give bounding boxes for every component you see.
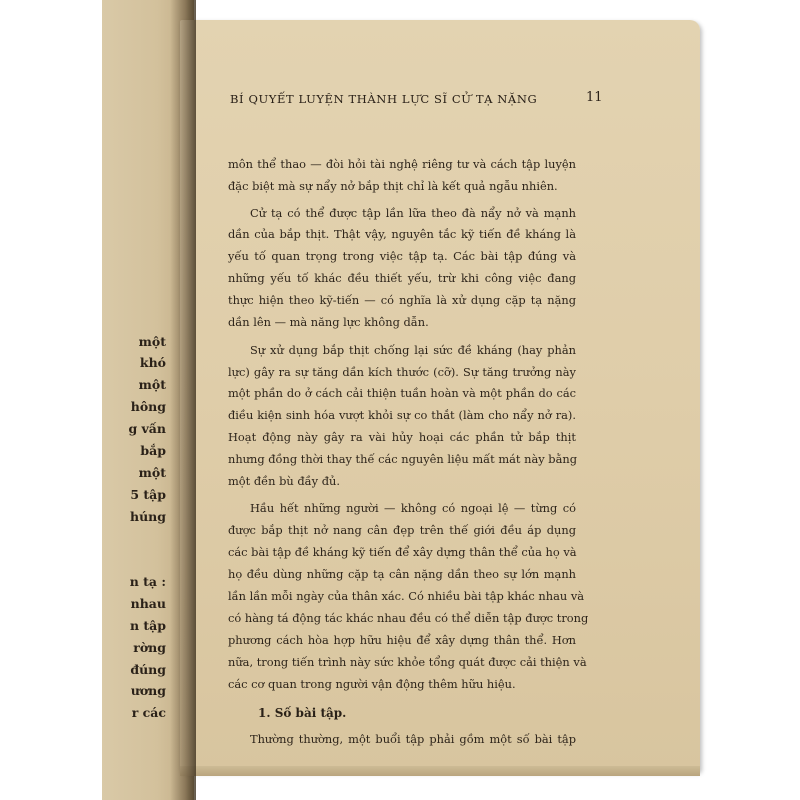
left-page-fragment: n tạ : xyxy=(129,574,166,589)
body-line: Sự xử dụng bắp thịt chống lại sức đề kháng (hay phản xyxy=(250,343,576,357)
body-line: Cử tạ có thể được tập lần lữa theo đà nẩy nở và mạnh xyxy=(250,206,576,220)
left-page-fragment: g vấn xyxy=(128,421,166,436)
page-stack-edge xyxy=(180,766,700,776)
body-line: thực hiện theo kỹ-tiến — có nghĩa là xử dụng cặp tạ nặng xyxy=(228,293,576,307)
body-line: những yếu tố khác đều thiết yếu, trừ khi công việc đang xyxy=(228,271,576,285)
body-line: được bắp thịt nở nang cân đẹp trên thế giới đều áp dụng xyxy=(228,523,576,537)
body-line: dần lên — mà năng lực không dẫn. xyxy=(228,315,429,329)
body-line: họ đều dùng những cặp tạ cân nặng dần theo sự lớn mạnh xyxy=(228,567,576,581)
body-line: có hàng tá động tác khác nhau đều có thể diễn tập được trong xyxy=(228,611,589,625)
body-line: nhưng đồng thời thay thế các nguyên liệu mất mát này bằng xyxy=(228,452,578,466)
left-page-fragment: một xyxy=(138,334,166,349)
body-line: Thường thường, một buổi tập phải gồm một số bài tập xyxy=(250,732,576,746)
page-number: 11 xyxy=(586,90,603,105)
body-line: đặc biệt mà sự nẩy nở bắp thịt chỉ là kết quả ngẫu nhiên. xyxy=(228,179,558,193)
left-page-fragment: một xyxy=(138,465,166,480)
left-page-fragment: r các xyxy=(131,705,166,720)
running-head: BÍ QUYẾT LUYỆN THÀNH LỰC SĨ CỬ TẠ NẶNG xyxy=(230,92,538,106)
left-page-fragment: húng xyxy=(129,509,166,524)
body-line: dần của bắp thịt. Thật vậy, nguyên tắc kỹ tiến đề kháng là xyxy=(228,227,576,241)
body-line: Hầu hết những người — không có ngoại lệ — từng có xyxy=(250,501,576,515)
left-page-fragment: n tập xyxy=(129,618,166,633)
body-line: điều kiện sinh hóa vượt khỏi sự co thắt (làm cho nẩy nở ra). xyxy=(228,408,576,422)
left-page-fragment: đúng xyxy=(130,662,166,677)
body-line: các bài tập đề kháng kỹ tiến để xây dựng thân thể của họ và xyxy=(228,545,577,559)
body-line: yếu tố quan trọng trong việc tập tạ. Các bài tập đúng và xyxy=(228,249,576,263)
left-page-fragment: khó xyxy=(139,355,166,370)
body-line: lần lần mỗi ngày của thân xác. Có nhiều bài tập khác nhau và xyxy=(228,589,585,603)
body-line: một đền bù đầy đủ. xyxy=(228,474,340,488)
left-page-fragment: bắp xyxy=(140,443,166,458)
spine-shadow xyxy=(170,0,196,800)
body-line: Hoạt động này gây ra vài hủy hoại các phần tử bắp thịt xyxy=(228,430,576,444)
body-line: lực) gây ra sự tăng dần kích thước (cỡ). Sự tăng trưởng này xyxy=(228,365,576,379)
body-line: môn thể thao — đòi hỏi tài nghệ riêng tư và cách tập luyện xyxy=(228,157,576,171)
left-page-fragment: nhau xyxy=(130,596,166,611)
left-page-fragment: một xyxy=(138,377,166,392)
body-line: các cơ quan trong người vận động thêm hữu hiệu. xyxy=(228,677,516,691)
body-line: nữa, trong tiến trình này sức khỏe tổng quát được cải thiện và xyxy=(228,655,587,669)
left-page-fragment: rờng xyxy=(133,640,166,655)
section-heading: 1. Số bài tập. xyxy=(258,706,347,720)
body-line: một phần do ở cách cải thiện tuần hoàn và một phần do các xyxy=(228,386,576,400)
left-page-fragment: hông xyxy=(130,399,166,414)
left-page-fragment: 5 tập xyxy=(130,487,166,502)
left-page-fragment: ương xyxy=(130,683,166,698)
body-line: phương cách hòa hợp hữu hiệu để xây dựng thân thể. Hơn xyxy=(228,633,576,647)
